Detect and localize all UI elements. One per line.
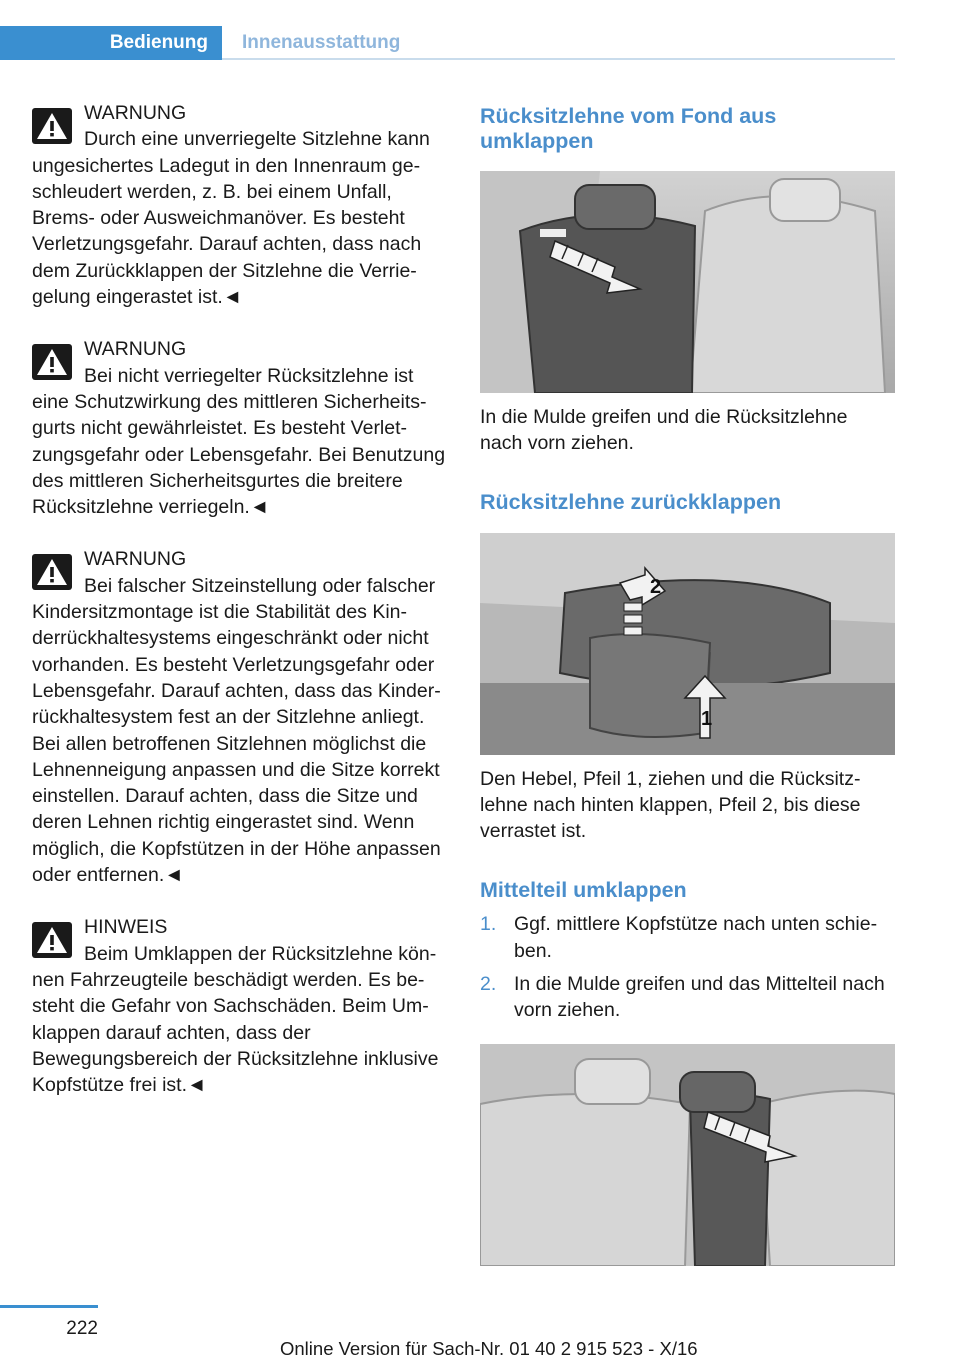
warning-text-start: Durch eine unverriegelte Sitzlehne kann <box>84 128 430 151</box>
list-item <box>480 911 895 964</box>
step-text: Ggf. mittlere Kopfstütze nach unten schieben. <box>514 913 878 962</box>
arrow-2-label: 2 <box>650 575 662 598</box>
step-text: In die Mulde greifen und das Mittelteil nach vorn ziehen. <box>514 973 885 1022</box>
warning-triangle-icon <box>32 108 72 144</box>
warning-triangle-icon <box>32 344 72 380</box>
warning-heading: WARNUNG <box>84 338 187 361</box>
section-title-fold-back: Rücksitzlehne zurückklappen <box>480 489 782 514</box>
warning-text: ungesichertes Ladegut in den Innenraum geschleudert werden, z. B. bei einem Unfall, Brems- oder Ausweichmanöver. Es besteht Verletzungsgefahr. Darauf achten, dass nach dem Zurückklappen der Sitzlehne die Verriegelung eingerastet ist.◄ <box>32 154 422 309</box>
warning-text-start: Bei nicht verriegelter Rücksitzlehne ist <box>84 364 414 387</box>
warning-block <box>32 100 447 310</box>
paragraph-fold-back: Den Hebel, Pfeil 1, ziehen und die Rücksitzlehne nach hinten klappen, Pfeil 2, bis diese verrastet ist. <box>480 767 861 843</box>
right-column <box>480 100 895 1266</box>
notice-text-start: Beim Umklappen der Rücksitzlehne kön- <box>84 942 437 965</box>
notice-block <box>32 914 447 1098</box>
tab-bedienung[interactable]: Bedienung <box>0 26 222 60</box>
steps-list <box>480 911 895 1023</box>
paragraph-fold-from-rear: In die Mulde greifen und die Rücksitzlehne nach vorn ziehen. <box>480 406 848 455</box>
warning-block <box>32 336 447 520</box>
warning-text: eine Schutzwirkung des mittleren Sicherheitsgurts nicht gewährleistet. Es besteht Verletzungsgefahr oder Lebensgefahr. Bei Benutzung des mittleren Sicherheitsgurtes die breitere Rücksitzlehne verriegeln.◄ <box>32 390 446 519</box>
step-number: 2. <box>480 973 497 996</box>
notice-heading: HINWEIS <box>84 916 168 939</box>
header-tabs <box>0 26 895 60</box>
footer-text: Online Version für Sach-Nr. 01 40 2 915 523 - X/16 <box>280 1338 698 1359</box>
warning-heading: WARNUNG <box>84 102 187 124</box>
page-number-rule <box>0 1305 98 1308</box>
section-title-center: Mittelteil umklappen <box>480 878 687 903</box>
warning-heading: WARNUNG <box>84 548 187 571</box>
warning-triangle-icon <box>32 922 72 958</box>
page-number: 222 <box>66 1318 98 1339</box>
step-number: 1. <box>480 913 497 936</box>
warning-text: Kindersitzmontage ist die Stabilität des Kinderrückhaltesystems eingeschränkt oder nicht vorhanden. Es besteht Verletzungsgefahr oder Lebensgefahr. Darauf achten, dass das Kinderrückhaltesystem fest an der Sitzlehne anliegt. Bei allen betroffenen Sitzlehnen möglichst die Lehnenneigung anpassen und die Sitze korrekt einstellen. Darauf achten, dass die Sitze und deren Lehnen richtig eingerastet sind. Wenn möglich, die Kopfstützen in der Höhe anpassen oder entfernen.◄ <box>32 601 441 887</box>
tab-innenausstattung[interactable]: Innenausstattung <box>242 32 401 53</box>
arrow-1-label: 1 <box>701 707 713 730</box>
list-item <box>480 971 895 1024</box>
tab-underline <box>222 58 895 60</box>
center-section-fold-image <box>480 1044 895 1266</box>
warning-text-start: Bei falscher Sitzeinstellung oder falscher <box>84 574 436 597</box>
seatback-fold-forward-image <box>480 171 895 393</box>
warning-triangle-icon <box>32 554 72 590</box>
section-title-fold-from-rear: Rücksitzlehne vom Fond aus umklappen <box>480 104 777 153</box>
seatback-fold-back-image <box>480 533 895 755</box>
notice-text: nen Fahrzeugteile beschädigt werden. Es besteht die Gefahr von Sachschäden. Beim Umklappen darauf achten, dass der Bewegungsbereich der Rücksitzlehne inklusive Kopfstütze frei ist.◄ <box>32 968 439 1097</box>
warning-block <box>32 546 447 888</box>
left-column <box>32 100 447 1124</box>
